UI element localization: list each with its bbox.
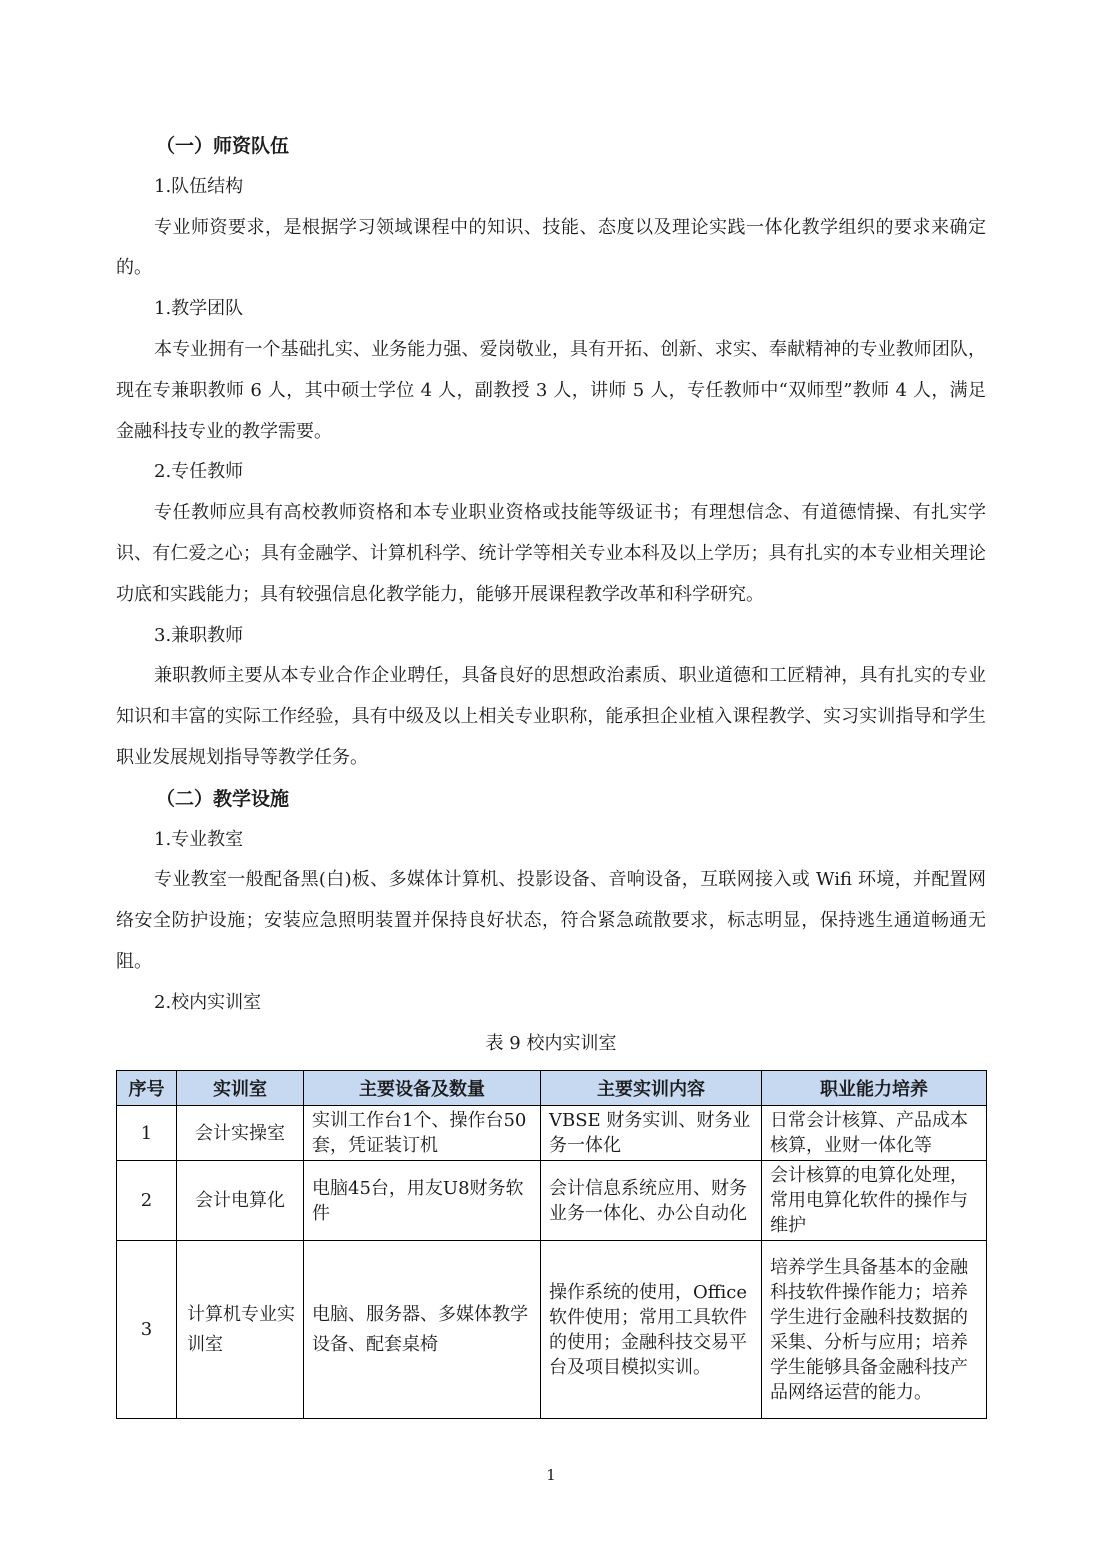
cell-equipment: 电脑、服务器、多媒体教学设备、配套桌椅	[304, 1241, 541, 1419]
cell-equipment: 电脑45台，用友U8财务软件	[304, 1161, 541, 1241]
cell-ability: 培养学生具备基本的金融科技软件操作能力；培养学生进行金融科技数据的采集、分析与应用；培养学生能够具备金融科技产品网络运营的能力。	[762, 1241, 987, 1419]
training-room-table	[116, 1070, 987, 1419]
document-body	[116, 126, 986, 1064]
header-equipment: 主要设备及数量	[304, 1071, 541, 1106]
cell-content: 会计信息系统应用、财务业务一体化、办公自动化	[541, 1161, 762, 1241]
subheading-fulltime-teachers: 2.专任教师	[154, 461, 244, 483]
paragraph-teaching-team: 本专业拥有一个基础扎实、业务能力强、爱岗敬业，具有开拓、创新、求实、奉献精神的专业教师团队，现在专兼职教师 6 人，其中硕士学位 4 人，副教授 3 人，讲师 5 人，专任教师中“双师型”教师 4 人，满足金融科技专业的教学需要。	[116, 338, 986, 442]
paragraph-team-structure: 专业师资要求，是根据学习领域课程中的知识、技能、态度以及理论实践一体化教学组织的要求来确定的。	[116, 216, 986, 279]
subheading-classroom: 1.专业教室	[154, 828, 244, 850]
section-heading-facilities: （二）教学设施	[156, 787, 290, 810]
subheading-parttime-teachers: 3.兼职教师	[154, 624, 244, 646]
header-room: 实训室	[177, 1071, 304, 1106]
cell-equipment: 实训工作台1个、操作台50套，凭证装订机	[304, 1106, 541, 1161]
table-caption: 表 9 校内实训室	[485, 1032, 617, 1054]
subheading-team-structure: 1.队伍结构	[154, 175, 244, 197]
table-header-row	[117, 1071, 987, 1106]
table-row	[117, 1161, 987, 1241]
table-row	[117, 1241, 987, 1419]
header-content: 主要实训内容	[541, 1071, 762, 1106]
cell-content: VBSE 财务实训、财务业务一体化	[541, 1106, 762, 1161]
subheading-training-rooms: 2.校内实训室	[154, 991, 262, 1013]
paragraph-parttime-teachers: 兼职教师主要从本专业合作企业聘任，具备良好的思想政治素质、职业道德和工匠精神，具有扎实的专业知识和丰富的实际工作经验，具有中级及以上相关专业职称，能承担企业植入课程教学、实习实训指导和学生职业发展规划指导等教学任务。	[116, 665, 986, 768]
paragraph-classroom: 专业教室一般配备黑(白)板、多媒体计算机、投影设备、音响设备，互联网接入或 Wifi 环境，并配置网络安全防护设施；安装应急照明装置并保持良好状态，符合紧急疏散要求，标志明显，保持逃生通道畅通无阻。	[116, 869, 986, 972]
cell-ability: 会计核算的电算化处理，常用电算化软件的操作与维护	[762, 1161, 987, 1241]
cell-no: 1	[117, 1106, 177, 1161]
paragraph-fulltime-teachers: 专任教师应具有高校教师资格和本专业职业资格或技能等级证书；有理想信念、有道德情操、有扎实学识、有仁爱之心；具有金融学、计算机科学、统计学等相关专业本科及以上学历；具有扎实的本专业相关理论功底和实践能力；具有较强信息化教学能力，能够开展课程教学改革和科学研究。	[116, 502, 986, 605]
cell-room: 会计电算化	[177, 1161, 304, 1241]
cell-content: 操作系统的使用，Office软件使用；常用工具软件的使用；金融科技交易平台及项目模拟实训。	[541, 1241, 762, 1419]
section-heading-faculty: （一）师资队伍	[156, 135, 290, 157]
cell-ability: 日常会计核算、产品成本核算，业财一体化等	[762, 1106, 987, 1161]
page-number: 1	[546, 1466, 556, 1484]
cell-room: 计算机专业实训室	[177, 1241, 304, 1419]
subheading-teaching-team: 1.教学团队	[154, 298, 244, 320]
header-no: 序号	[117, 1071, 177, 1106]
header-ability: 职业能力培养	[762, 1071, 987, 1106]
table-row	[117, 1106, 987, 1161]
cell-no: 3	[117, 1241, 177, 1419]
cell-room: 会计实操室	[177, 1106, 304, 1161]
cell-no: 2	[117, 1161, 177, 1241]
